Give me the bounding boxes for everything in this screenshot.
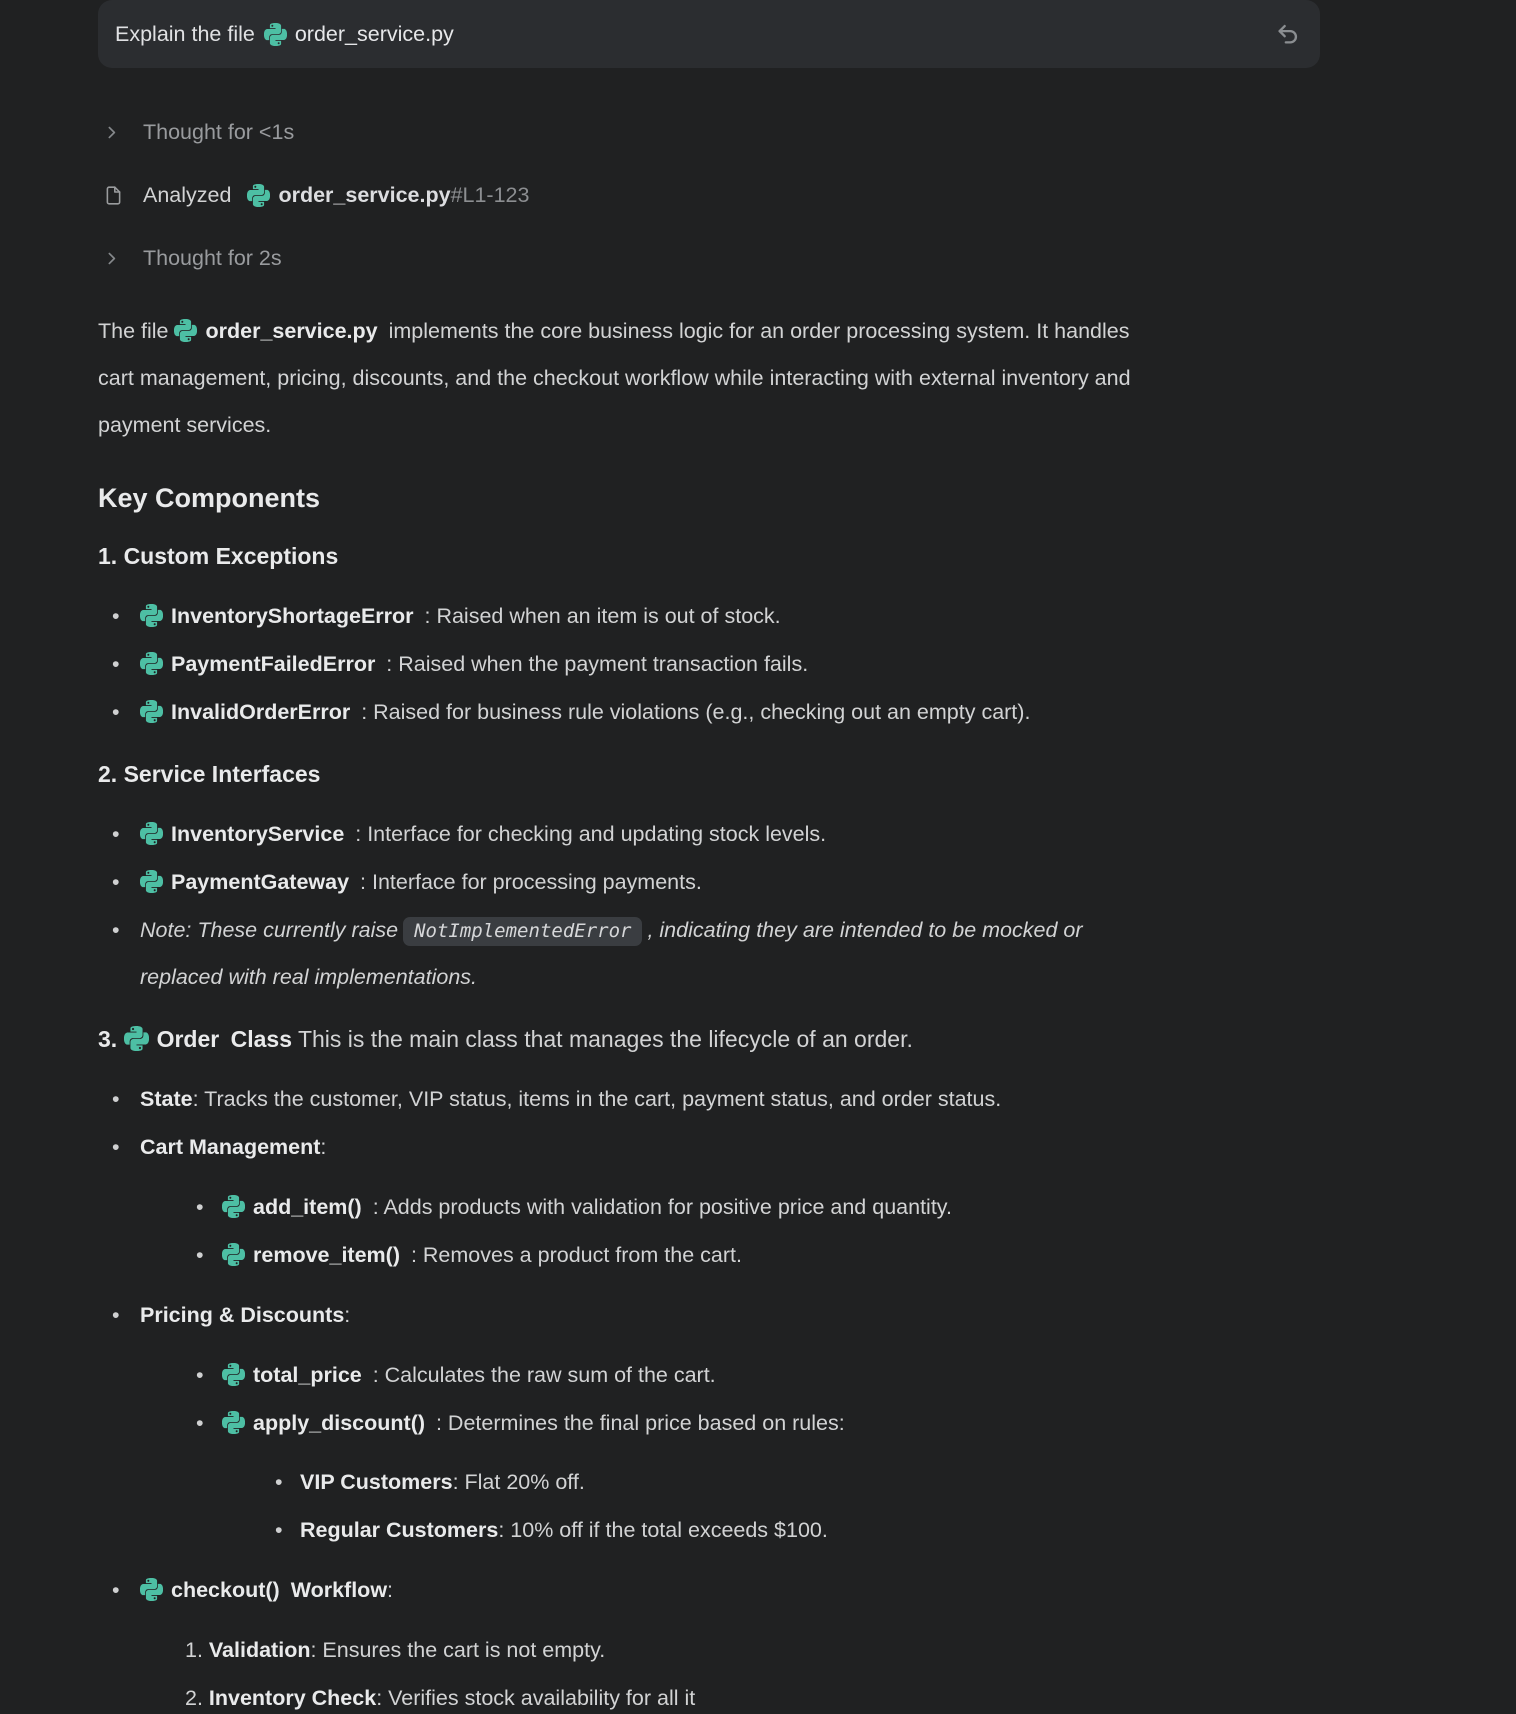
- list-item: [98, 811, 1138, 857]
- chevron-right-icon: [98, 250, 143, 267]
- undo-icon: [1274, 21, 1301, 48]
- symbol-link[interactable]: order_service.py: [205, 319, 378, 343]
- list-item: [185, 1627, 1138, 1673]
- text-segment: 1. Custom Exceptions: [98, 543, 339, 569]
- text-segment: : Interface for checking and updating stock levels.: [349, 822, 827, 846]
- cart-management-list: [196, 1184, 1138, 1278]
- python-icon: [222, 1411, 245, 1434]
- list-item: [98, 689, 1138, 735]
- symbol-link[interactable]: remove_item(): [253, 1243, 400, 1267]
- text-segment: VIP Customers: [300, 1470, 453, 1494]
- python-icon: [264, 23, 287, 46]
- heading-service-interfaces: [98, 757, 1516, 791]
- text-segment: :: [320, 1135, 327, 1159]
- inline-code: NotImplementedError: [403, 917, 642, 946]
- text-segment: State: [140, 1087, 193, 1111]
- list-item: [196, 1184, 1138, 1230]
- text-segment: Class: [224, 1026, 292, 1052]
- python-icon: [222, 1363, 245, 1386]
- list-item: [275, 1507, 1138, 1553]
- list-item: [98, 859, 1138, 905]
- text-segment: Key Components: [98, 483, 321, 513]
- text-segment: : Removes a product from the cart.: [404, 1243, 742, 1267]
- text-segment: : Determines the final price based on rules:: [430, 1411, 845, 1435]
- list-item: [98, 1292, 1138, 1553]
- intro-paragraph: [98, 308, 1160, 449]
- python-icon: [174, 319, 197, 342]
- symbol-link[interactable]: PaymentFailedError: [171, 652, 376, 676]
- thought-toggle-1[interactable]: [98, 101, 1516, 164]
- text-segment: Workflow: [284, 1578, 388, 1602]
- symbol-link[interactable]: total_price: [253, 1363, 362, 1387]
- python-icon: [140, 870, 163, 893]
- text-segment: :: [387, 1578, 394, 1602]
- list-item: [196, 1352, 1138, 1398]
- list-item: [275, 1459, 1138, 1505]
- text-segment: :: [344, 1303, 351, 1327]
- analyzed-line-range: #L1-123: [450, 183, 530, 207]
- text-segment: Cart Management: [140, 1135, 321, 1159]
- python-icon: [222, 1195, 245, 1218]
- text-segment: This is the main class that manages the lifecycle of an order.: [291, 1026, 913, 1052]
- discount-rules-list: [275, 1459, 1138, 1553]
- text-segment: , indicating they are intended to be mocked or replaced with real implementations.: [140, 918, 1083, 989]
- text-segment: Regular Customers: [300, 1518, 499, 1542]
- text-segment: Validation: [208, 1638, 311, 1662]
- text-segment: : Tracks the customer, VIP status, items in the cart, payment status, and order status.: [192, 1087, 1002, 1111]
- python-icon: [140, 822, 163, 845]
- list-item: [98, 641, 1138, 687]
- list-item: [98, 1076, 1138, 1122]
- symbol-link[interactable]: checkout(): [171, 1578, 280, 1602]
- python-icon: [140, 604, 163, 627]
- list-item: [98, 1124, 1138, 1278]
- list-item: [196, 1400, 1138, 1553]
- list-item: [185, 1675, 1138, 1714]
- thought-label: Thought for <1s: [143, 120, 295, 144]
- text-segment: : Verifies stock availability for all it: [376, 1686, 696, 1710]
- thought-label: Thought for 2s: [143, 246, 282, 270]
- text-segment: : Ensures the cart is not empty.: [310, 1638, 606, 1662]
- text-segment: : Raised when an item is out of stock.: [418, 604, 781, 628]
- analyzed-file-link[interactable]: order_service.py: [278, 183, 451, 207]
- heading-custom-exceptions: [98, 539, 1516, 573]
- thought-toggle-2[interactable]: [98, 227, 1516, 290]
- checkout-workflow-list: [185, 1627, 1138, 1714]
- symbol-link[interactable]: InventoryShortageError: [171, 604, 414, 628]
- text-segment: Note: These currently raise: [140, 918, 399, 942]
- order-class-list: [98, 1076, 1516, 1714]
- python-icon: [140, 652, 163, 675]
- text-segment: : Adds products with validation for positive price and quantity.: [366, 1195, 952, 1219]
- list-item: [196, 1232, 1138, 1278]
- undo-button[interactable]: [1268, 15, 1306, 53]
- text-segment: Inventory Check: [208, 1686, 377, 1710]
- text-segment: : Raised for business rule violations (e.g., checking out an empty cart).: [355, 700, 1031, 724]
- python-icon: [140, 700, 163, 723]
- symbol-link[interactable]: PaymentGateway: [171, 870, 350, 894]
- text-segment: : Interface for processing payments.: [354, 870, 702, 894]
- symbol-link[interactable]: add_item(): [253, 1195, 362, 1219]
- pricing-discounts-list: [196, 1352, 1138, 1553]
- list-item: [98, 593, 1138, 639]
- text-segment: Pricing & Discounts: [140, 1303, 345, 1327]
- message-file-link[interactable]: order_service.py: [294, 21, 454, 46]
- symbol-link[interactable]: Order: [156, 1026, 220, 1052]
- service-interfaces-list: [98, 811, 1516, 1000]
- symbol-link[interactable]: InvalidOrderError: [171, 700, 351, 724]
- heading-order-class: [98, 1022, 1516, 1056]
- text-segment: : Flat 20% off.: [452, 1470, 585, 1494]
- python-icon: [222, 1243, 245, 1266]
- text-segment: 2.: [185, 1686, 209, 1710]
- text-segment: : 10% off if the total exceeds $100.: [498, 1518, 828, 1542]
- heading-key-components: [98, 479, 1516, 517]
- custom-exceptions-list: [98, 593, 1516, 735]
- python-icon: [247, 184, 270, 207]
- user-message-text: Explain the file: [115, 21, 255, 46]
- text-segment: : Calculates the raw sum of the cart.: [366, 1363, 716, 1387]
- symbol-link[interactable]: InventoryService: [171, 822, 345, 846]
- text-segment: : Raised when the payment transaction fails.: [380, 652, 809, 676]
- symbol-link[interactable]: apply_discount(): [253, 1411, 426, 1435]
- user-message-bubble: [98, 0, 1320, 68]
- analyzed-step[interactable]: [98, 164, 1516, 227]
- agent-steps: [98, 101, 1516, 290]
- analyzed-label: Analyzed: [143, 183, 232, 207]
- assistant-response: [98, 308, 1516, 1714]
- document-icon: [98, 184, 143, 207]
- text-segment: implements the core business logic for an order processing system. It handles cart management, pricing, discounts, and the checkout workflow while interacting with external inventory and payment services.: [98, 319, 1131, 437]
- python-icon: [140, 1578, 163, 1601]
- text-segment: 1.: [185, 1638, 209, 1662]
- text-segment: 3.: [98, 1026, 124, 1052]
- text-segment: The file: [98, 319, 175, 343]
- python-icon: [124, 1026, 149, 1051]
- text-segment: 2. Service Interfaces: [98, 761, 321, 787]
- chevron-right-icon: [98, 124, 143, 141]
- list-item: [98, 1567, 1138, 1714]
- list-item: [98, 907, 1138, 1000]
